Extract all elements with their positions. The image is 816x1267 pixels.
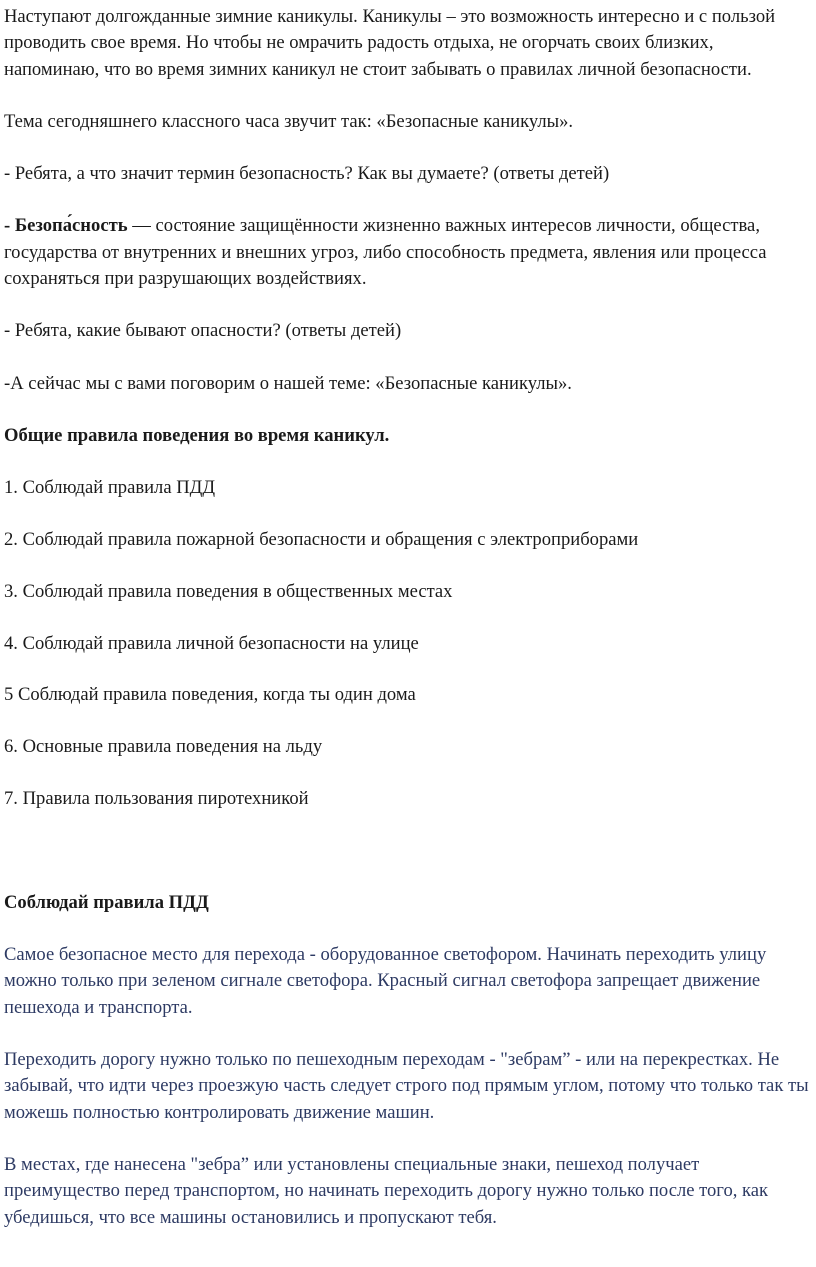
rule-item: 5 Соблюдай правила поведения, когда ты один дома	[4, 684, 416, 706]
pdd-heading: Соблюдай правила ПДД	[4, 891, 209, 913]
question-meaning-paragraph: - Ребята, а что значит термин безопасность? Как вы думаете? (ответы детей)	[4, 163, 610, 185]
rule-item: 6. Основные правила поведения на льду	[4, 736, 323, 758]
theme-paragraph: Тема сегодняшнего классного часа звучит так: «Безопасные каникулы».	[4, 110, 574, 132]
definition-text: — состояние защищённости жизненно важных интересов личности, общества, государства от внутренних и внешних угроз, либо способность предмета, явления или процесса сохраняться при разрушающих воздействиях.	[4, 215, 767, 290]
rule-item: 4. Соблюдай правила личной безопасности на улице	[4, 632, 419, 654]
rule-item: 2. Соблюдай правила пожарной безопасности и обращения с электроприборами	[4, 529, 639, 551]
rule-item: 7. Правила пользования пиротехникой	[4, 788, 309, 810]
rules-list	[4, 475, 812, 812]
section-spacer	[4, 838, 812, 890]
transition-paragraph: -А сейчас мы с вами поговорим о нашей теме: «Безопасные каникулы».	[4, 372, 572, 394]
definition-paragraph	[4, 213, 812, 292]
pdd-paragraph: Переходить дорогу нужно только по пешеходным переходам - "зебрам” - или на перекрестках. Не забывай, что идти через проезжую часть следует строго под прямым углом, потому что только так ты можешь полностью контролировать движение машин.	[4, 1049, 809, 1123]
rules-heading: Общие правила поведения во время каникул.	[4, 424, 390, 446]
definition-term: - Безопа́сность	[4, 215, 128, 237]
pdd-paragraph: В местах, где нанесена "зебра” или установлены специальные знаки, пешеход получает преимущество перед транспортом, но начинать переходить дорогу нужно только после того, как убедишься, что все машины остановились и пропускают тебя.	[4, 1153, 769, 1228]
rule-item: 3. Соблюдай правила поведения в общественных местах	[4, 580, 453, 602]
rule-item: 1. Соблюдай правила ПДД	[4, 477, 216, 499]
pdd-paragraph: Самое безопасное место для перехода - оборудованное светофором. Начинать переходить улицу можно только при зеленом сигнале светофора. Красный сигнал светофора запрещает движение пешехода и транспорта.	[4, 944, 767, 1018]
question-dangers-paragraph: - Ребята, какие бывают опасности? (ответы детей)	[4, 320, 402, 342]
intro-paragraph: Наступают долгожданные зимние каникулы. Каникулы – это возможность интересно и с пользой проводить свое время. Но чтобы не омрачить радость отдыха, не огорчать своих близких, напоминаю, что во время зимних каникул не стоит забывать о правилах личной безопасности.	[4, 6, 776, 80]
